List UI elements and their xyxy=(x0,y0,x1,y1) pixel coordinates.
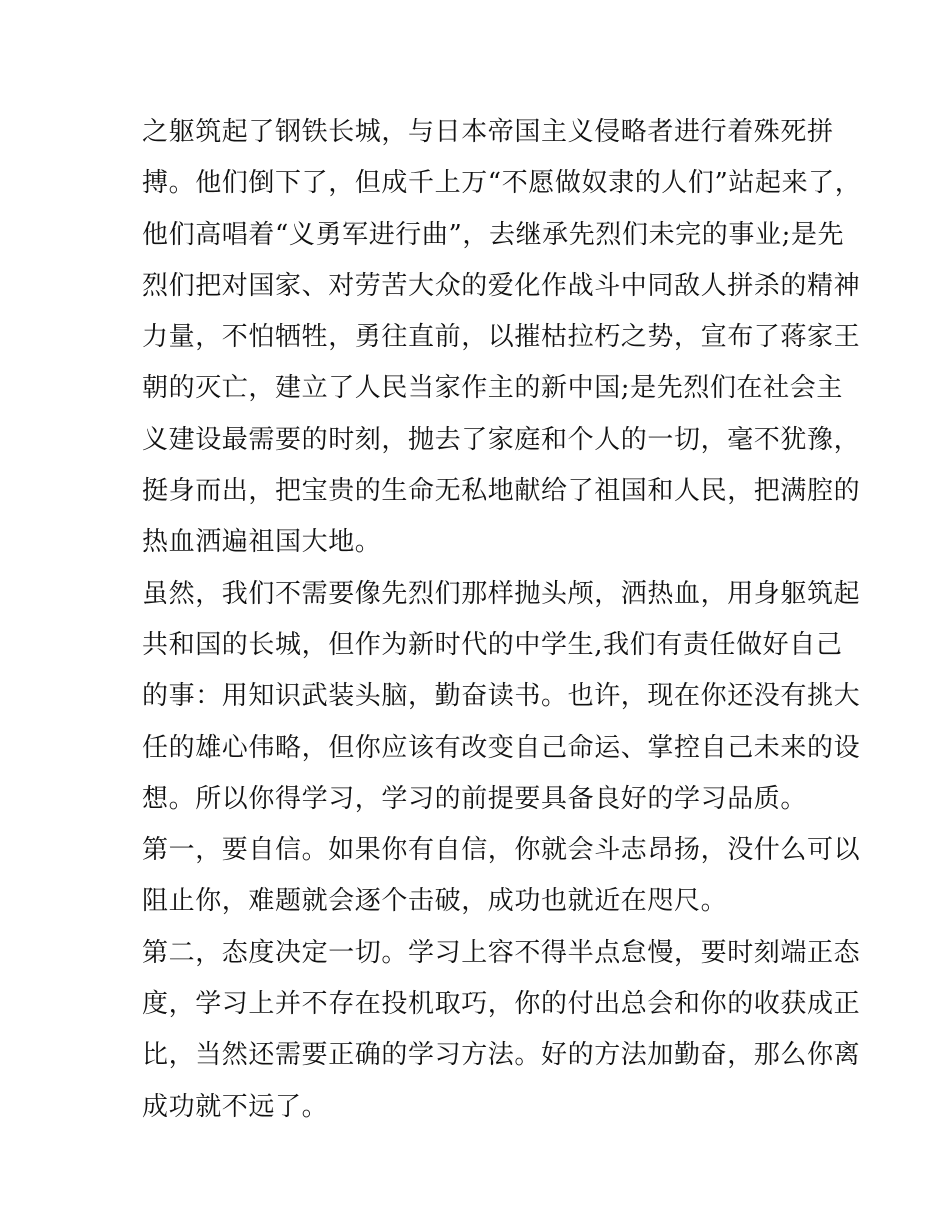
text-line: 比，当然还需要正确的学习方法。好的方法加勤奋，那么你离 xyxy=(142,1040,861,1071)
text-line: 搏。他们倒下了，但成千上万“不愿做奴隶的人们”站起来了， xyxy=(142,168,862,199)
body-text xyxy=(142,107,862,1133)
text-line: 第二，态度决定一切。学习上容不得半点怠慢，要时刻端正态 xyxy=(142,937,861,968)
text-line: 热血洒遍祖国大地。 xyxy=(142,527,382,558)
text-line: 任的雄心伟略，但你应该有改变自己命运、掌控自己未来的设 xyxy=(142,732,861,763)
text-line: 烈们把对国家、对劳苦大众的爱化作战斗中同敌人拼杀的精神 xyxy=(142,270,861,301)
text-line: 虽然，我们不需要像先烈们那样抛头颅，洒热血，用身躯筑起 xyxy=(142,578,861,609)
text-line: 他们高唱着“义勇军进行曲”，去继承先烈们未完的事业;是先 xyxy=(142,219,845,250)
text-line: 力量，不怕牺牲，勇往直前，以摧枯拉朽之势，宣布了蒋家王 xyxy=(142,322,861,353)
text-line: 义建设最需要的时刻，抛去了家庭和个人的一切，毫不犹豫， xyxy=(142,424,861,455)
text-line: 朝的灭亡，建立了人民当家作主的新中国;是先烈们在社会主 xyxy=(142,373,843,404)
text-line: 想。所以你得学习，学习的前提要具备良好的学习品质。 xyxy=(142,783,808,814)
text-line: 共和国的长城，但作为新时代的中学生,我们有责任做好自己 xyxy=(142,629,843,660)
text-line: 挺身而出，把宝贵的生命无私地献给了祖国和人民，把满腔的 xyxy=(142,476,861,507)
text-line: 阻止你，难题就会逐个击破，成功也就近在咫尺。 xyxy=(142,886,728,917)
text-line: 成功就不远了。 xyxy=(142,1091,329,1122)
text-line: 之躯筑起了钢铁长城，与日本帝国主义侵略者进行着殊死拼 xyxy=(142,117,834,147)
text-line: 度，学习上并不存在投机取巧，你的付出总会和你的收获成正 xyxy=(142,989,861,1020)
text-line: 第一，要自信。如果你有自信，你就会斗志昂扬，没什么可以 xyxy=(142,835,861,866)
text-line: 的事：用知识武装头脑，勤奋读书。也许，现在你还没有挑大 xyxy=(142,681,861,712)
